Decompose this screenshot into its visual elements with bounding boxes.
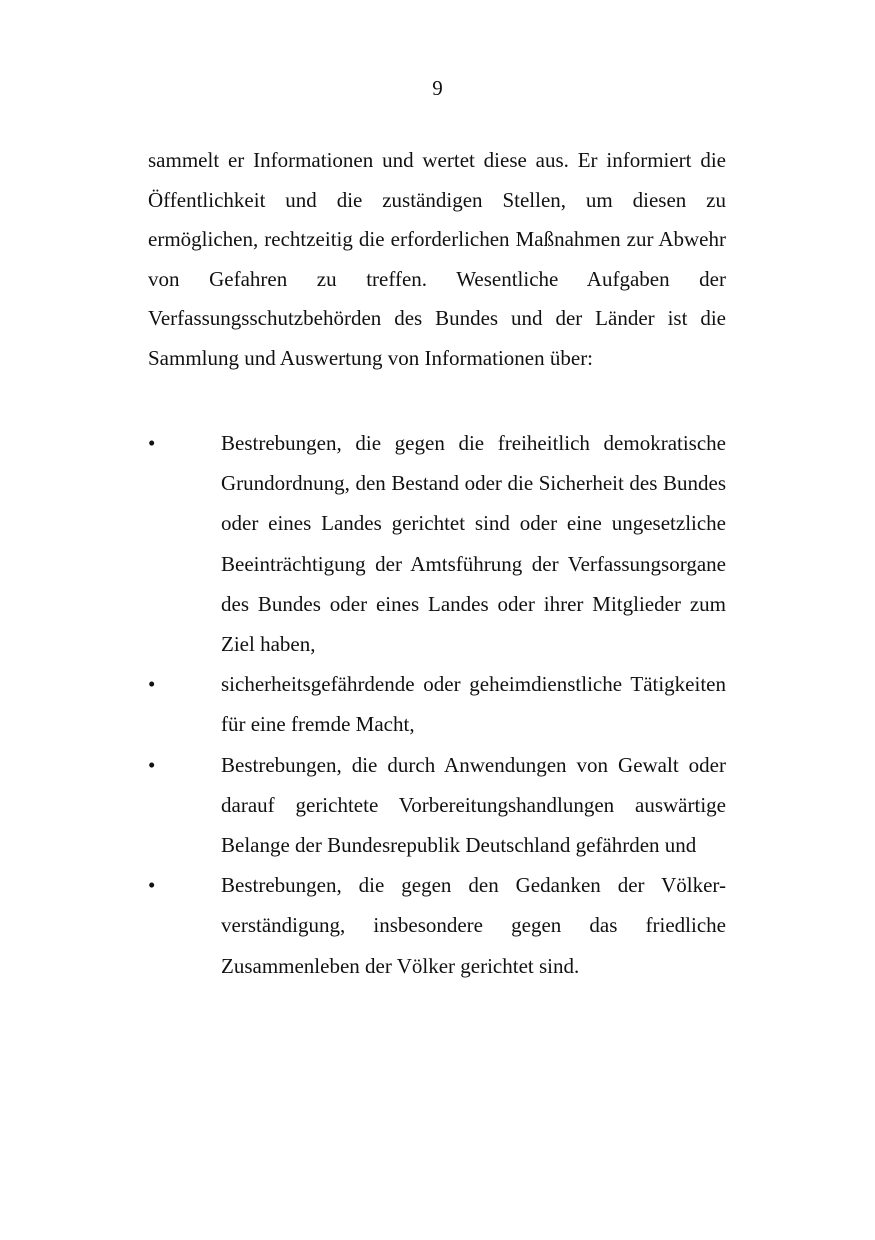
bullet-icon: •	[148, 752, 156, 777]
bullet-item	[148, 745, 726, 866]
bullet-text: sicherheitsgefährdende oder geheimdienstliche Tätigkeiten für eine fremde Macht,	[221, 672, 726, 737]
bullet-text: Bestrebungen, die gegen den Gedanken der Völker-verständigung, insbesondere gegen das friedliche Zusammenleben der Völker gerichtet sind.	[221, 873, 726, 978]
bullet-item	[148, 865, 726, 986]
bullet-item	[148, 423, 726, 664]
bullet-text: Bestrebungen, die gegen die freiheitlich demokratische Grundordnung, den Bestand oder die Sicherheit des Bundes oder eines Landes gerichtet sind oder eine ungesetzliche Beeinträchtigung der Amtsführung der Verfassungsorgane des Bundes oder eines Landes oder ihrer Mitglieder zum Ziel haben,	[221, 431, 726, 657]
bullet-text: Bestrebungen, die durch Anwendungen von Gewalt oder darauf gerichtete Vorbereitungshandlungen auswärtige Belange der Bundesrepublik Deutschland gefährden und	[221, 752, 726, 858]
bullet-icon: •	[148, 431, 156, 455]
bullet-icon: •	[148, 672, 156, 697]
intro-paragraph: sammelt er Informationen und wertet diese aus. Er informiert die Öffentlichkeit und die zuständigen Stellen, um diesen zu ermöglichen, rechtzeitig die erforderlichen Maßnahmen zur Abwehr von Gefahren zu treffen. Wesentliche Aufgaben der Verfassungsschutzbehörden des Bundes und der Länder ist die Sammlung und Auswertung von Informationen über:	[148, 148, 726, 370]
bullet-icon: •	[148, 873, 156, 898]
page-number: 9	[432, 76, 443, 100]
bullet-list	[148, 423, 726, 986]
bullet-item	[148, 664, 726, 744]
